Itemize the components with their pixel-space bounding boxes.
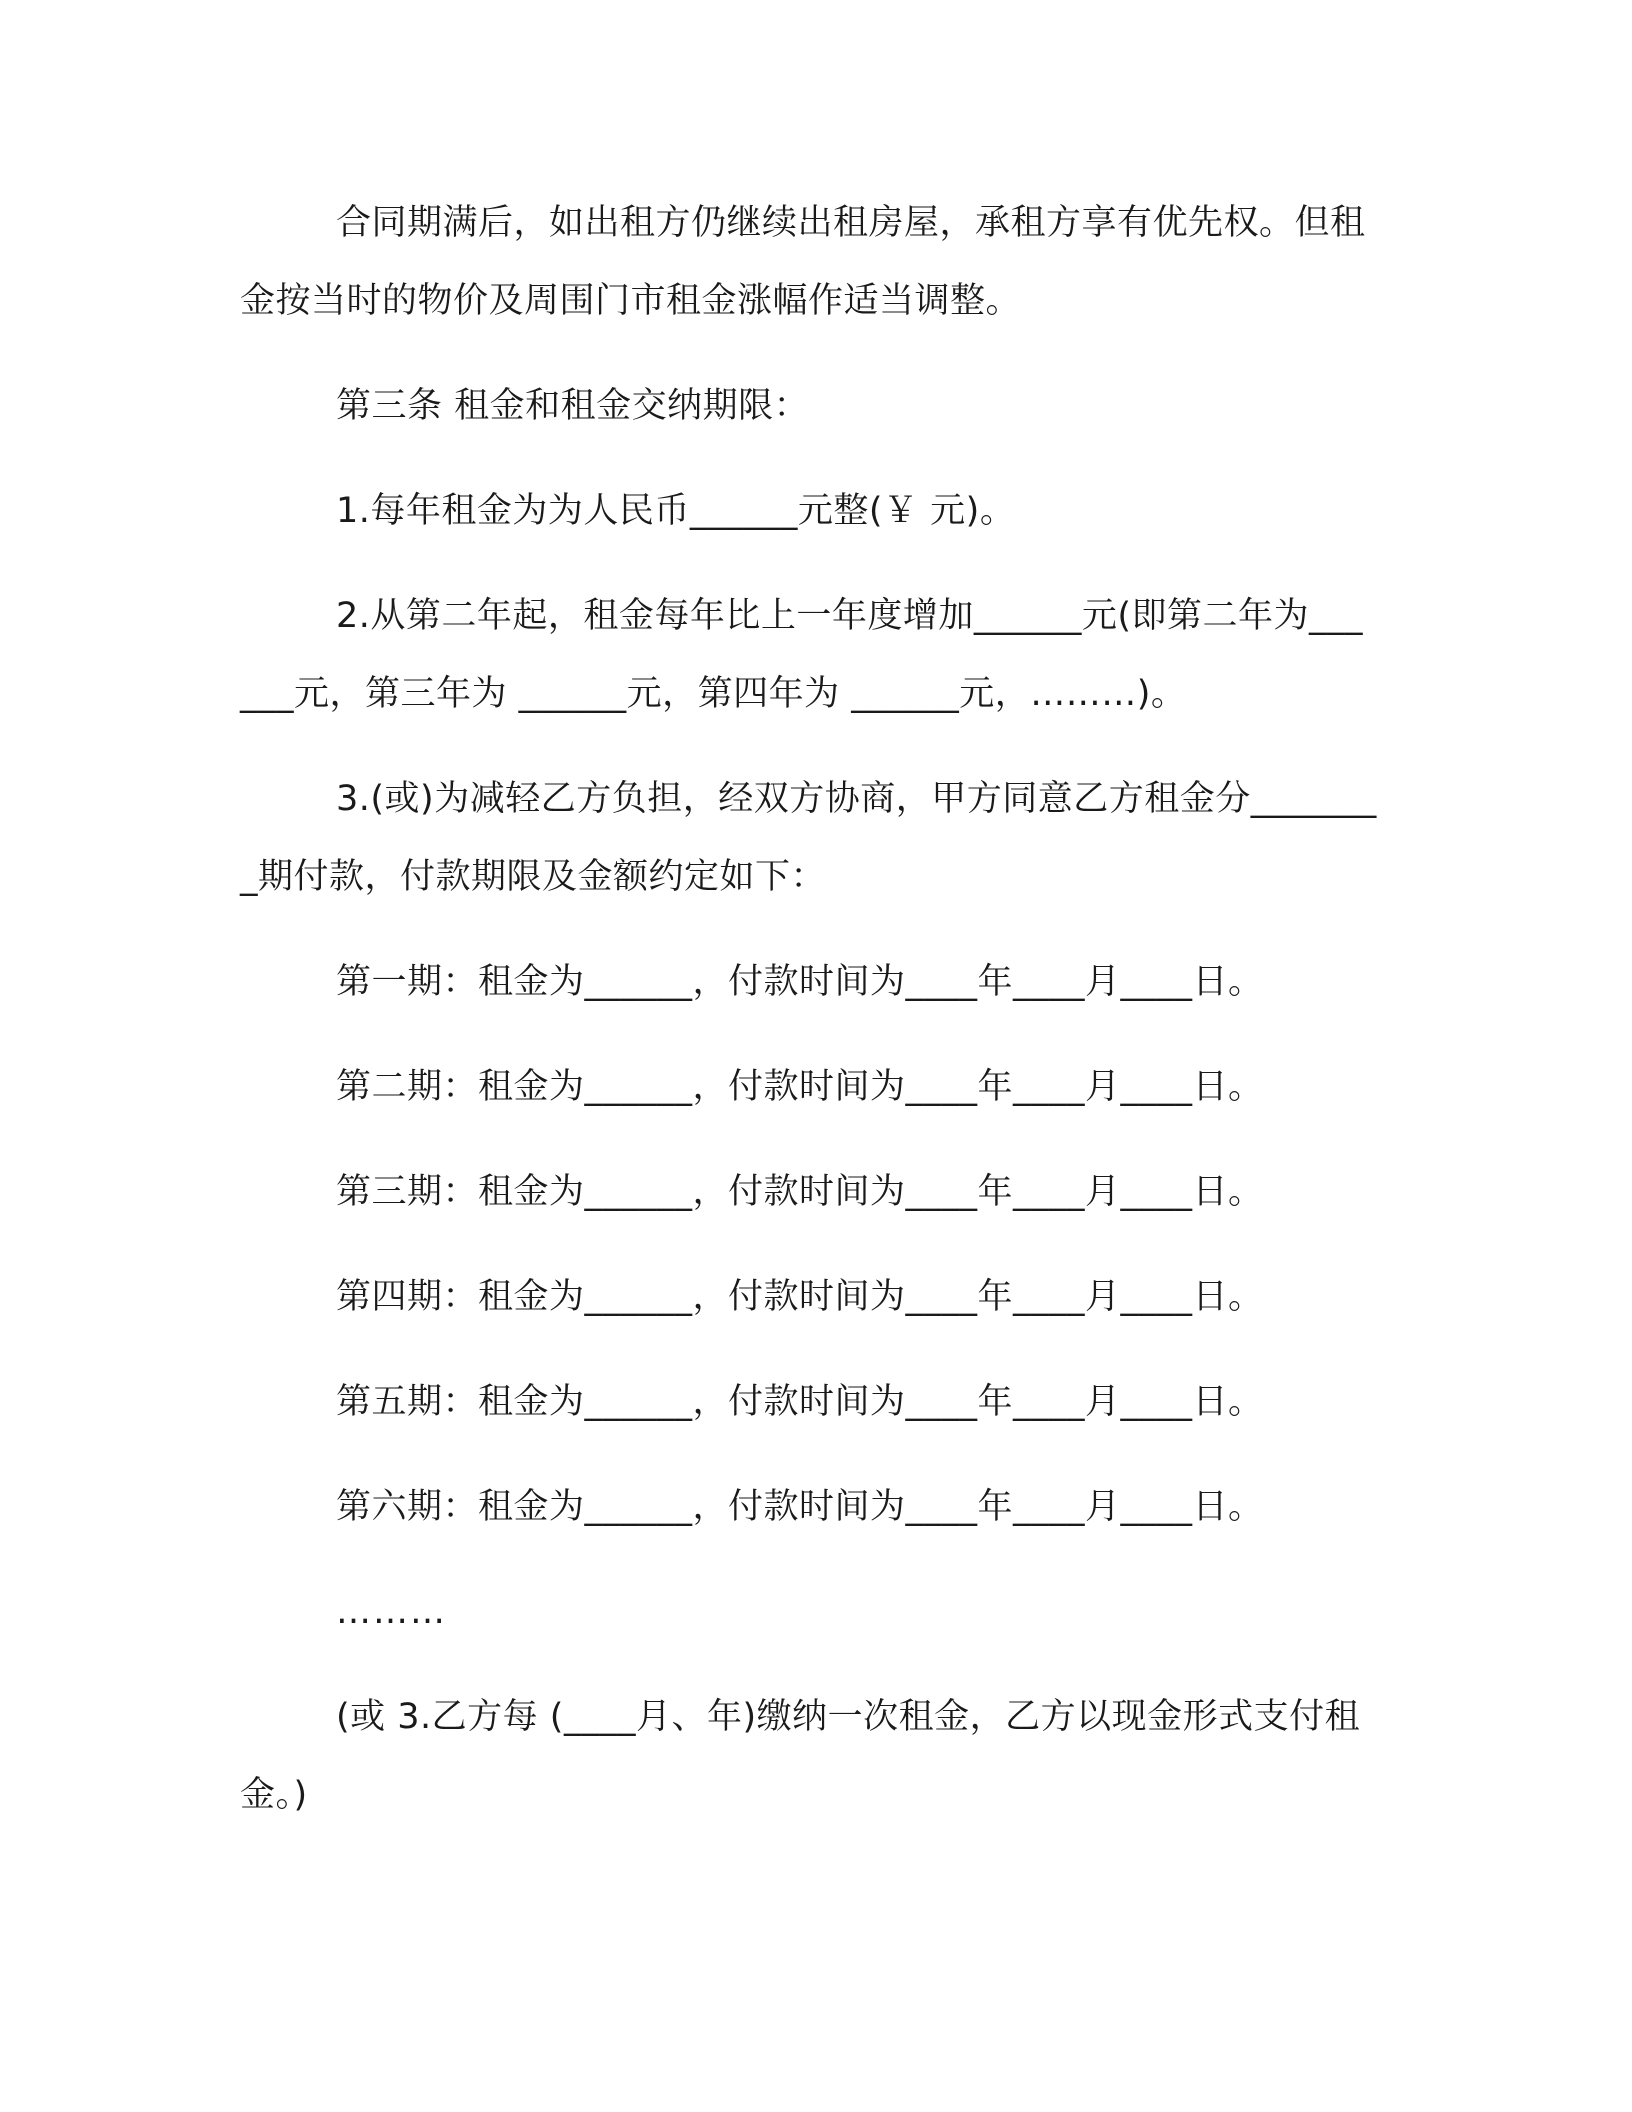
document-body — [240, 184, 1380, 1861]
installment-4: 第四期：租金为______，付款时间为____年____月____日。 — [336, 1277, 1264, 1317]
paragraph-renewal-priority: 合同期满后，如出租方仍继续出租房屋，承租方享有优先权。但租金按当时的物价及周围门市租金涨幅作适当调整。 — [240, 203, 1366, 321]
paragraph-annual-rent: 1.每年租金为为人民币______元整(￥ 元)。 — [336, 491, 1016, 531]
paragraph-installment-terms: 3.(或)为减轻乙方负担，经双方协商，甲方同意乙方租金分________期付款，付款期限及金额约定如下： — [240, 779, 1377, 897]
installment-5: 第五期：租金为______，付款时间为____年____月____日。 — [336, 1382, 1264, 1422]
installment-1: 第一期：租金为______，付款时间为____年____月____日。 — [336, 962, 1264, 1002]
paragraph-article-3-heading: 第三条 租金和租金交纳期限： — [336, 386, 810, 426]
paragraph-rent-increase: 2.从第二年起，租金每年比上一年度增加______元(即第二年为______元，第三年为 ______元，第四年为 ______元，………)。 — [240, 596, 1364, 714]
installment-2: 第二期：租金为______，付款时间为____年____月____日。 — [336, 1067, 1264, 1107]
paragraph-alternative-payment: (或 3.乙方每 (____月、年)缴纳一次租金，乙方以现金形式支付租金。) — [240, 1697, 1361, 1815]
installment-6: 第六期：租金为______，付款时间为____年____月____日。 — [336, 1487, 1264, 1527]
installment-3: 第三期：租金为______，付款时间为____年____月____日。 — [336, 1172, 1264, 1212]
continuation-ellipsis: ……… — [336, 1592, 447, 1632]
